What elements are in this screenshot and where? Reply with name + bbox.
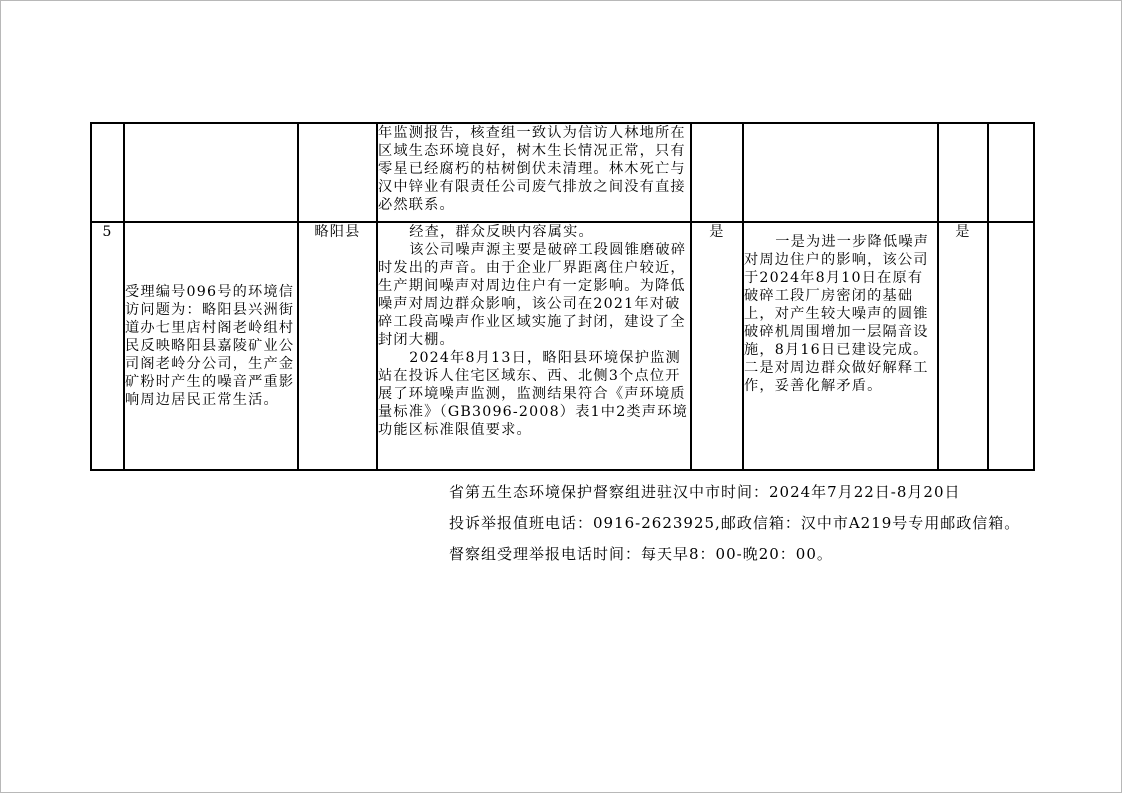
findings-paragraph: 经查，群众反映内容属实。	[409, 224, 594, 240]
footer-hotline-hours: 督察组受理举报电话时间：每天早8：00-晚20：00。	[449, 545, 833, 563]
cell-is-true	[691, 123, 743, 222]
table-row-5	[91, 222, 1034, 470]
cell-is-true: 是	[691, 222, 743, 470]
issue-text: 受理编号096号的环境信访问题为：略阳县兴洲街道办七里店村阁老岭组村民反映略阳县嘉陵矿业公司阁老岭分公司，生产金矿粉时产生的噪音严重影响周边居民正常生活。	[125, 284, 295, 408]
cell-measures	[743, 222, 938, 470]
findings-text: 年监测报告，核查组一致认为信访人林地所在区域生态环境良好，树木生长情况正常，只有零星已经腐朽的枯树倒伏未清理。林木死亡与汉中锌业有限责任公司废气排放之间没有直接必然联系。	[378, 125, 686, 213]
cell-county	[298, 123, 377, 222]
cell-county: 略阳县	[298, 222, 377, 470]
cell-issue	[124, 222, 298, 470]
measures-text: 一是为进一步降低噪声对周边住户的影响，该公司于2024年8月10日在原有破碎工段厂房密闭的基础上，对产生较大噪声的圆锥破碎机周围增加一层隔音设施，8月16日已建设完成。二是对周边群众做好解释工作，妥善化解矛盾。	[744, 234, 930, 394]
cell-issue	[124, 123, 298, 222]
cell-findings	[377, 222, 691, 470]
footer-hotline: 投诉举报值班电话：0916-2623925,邮政信箱：汉中市A219号专用邮政信箱。	[449, 514, 1021, 532]
cell-is-done: 是	[938, 222, 988, 470]
cell-no	[91, 123, 124, 222]
cell-notes	[988, 222, 1034, 470]
complaint-table	[90, 122, 1035, 471]
footer-inspection-period: 省第五生态环境保护督察组进驻汉中市时间：2024年7月22日-8月20日	[449, 483, 961, 501]
findings-paragraph: 2024年8月13日，略阳县环境保护监测站在投诉人住宅区域东、西、北侧3个点位开展了环境噪声监测，监测结果符合《声环境质量标准》（GB3096-2008）表1中2类声环境功能区标准限值要求。	[378, 350, 688, 438]
cell-no: 5	[91, 222, 124, 470]
cell-is-done	[938, 123, 988, 222]
cell-measures	[743, 123, 938, 222]
cell-notes	[988, 123, 1034, 222]
cell-findings	[377, 123, 691, 222]
table-row-previous	[91, 123, 1034, 222]
findings-paragraph: 该公司噪声源主要是破碎工段圆锥磨破碎时发出的声音。由于企业厂界距离住户较近，生产期间噪声对周边住户有一定影响。为降低噪声对周边群众影响，该公司在2021年对破碎工段高噪声作业区域实施了封闭，建设了全封闭大棚。	[378, 242, 687, 348]
